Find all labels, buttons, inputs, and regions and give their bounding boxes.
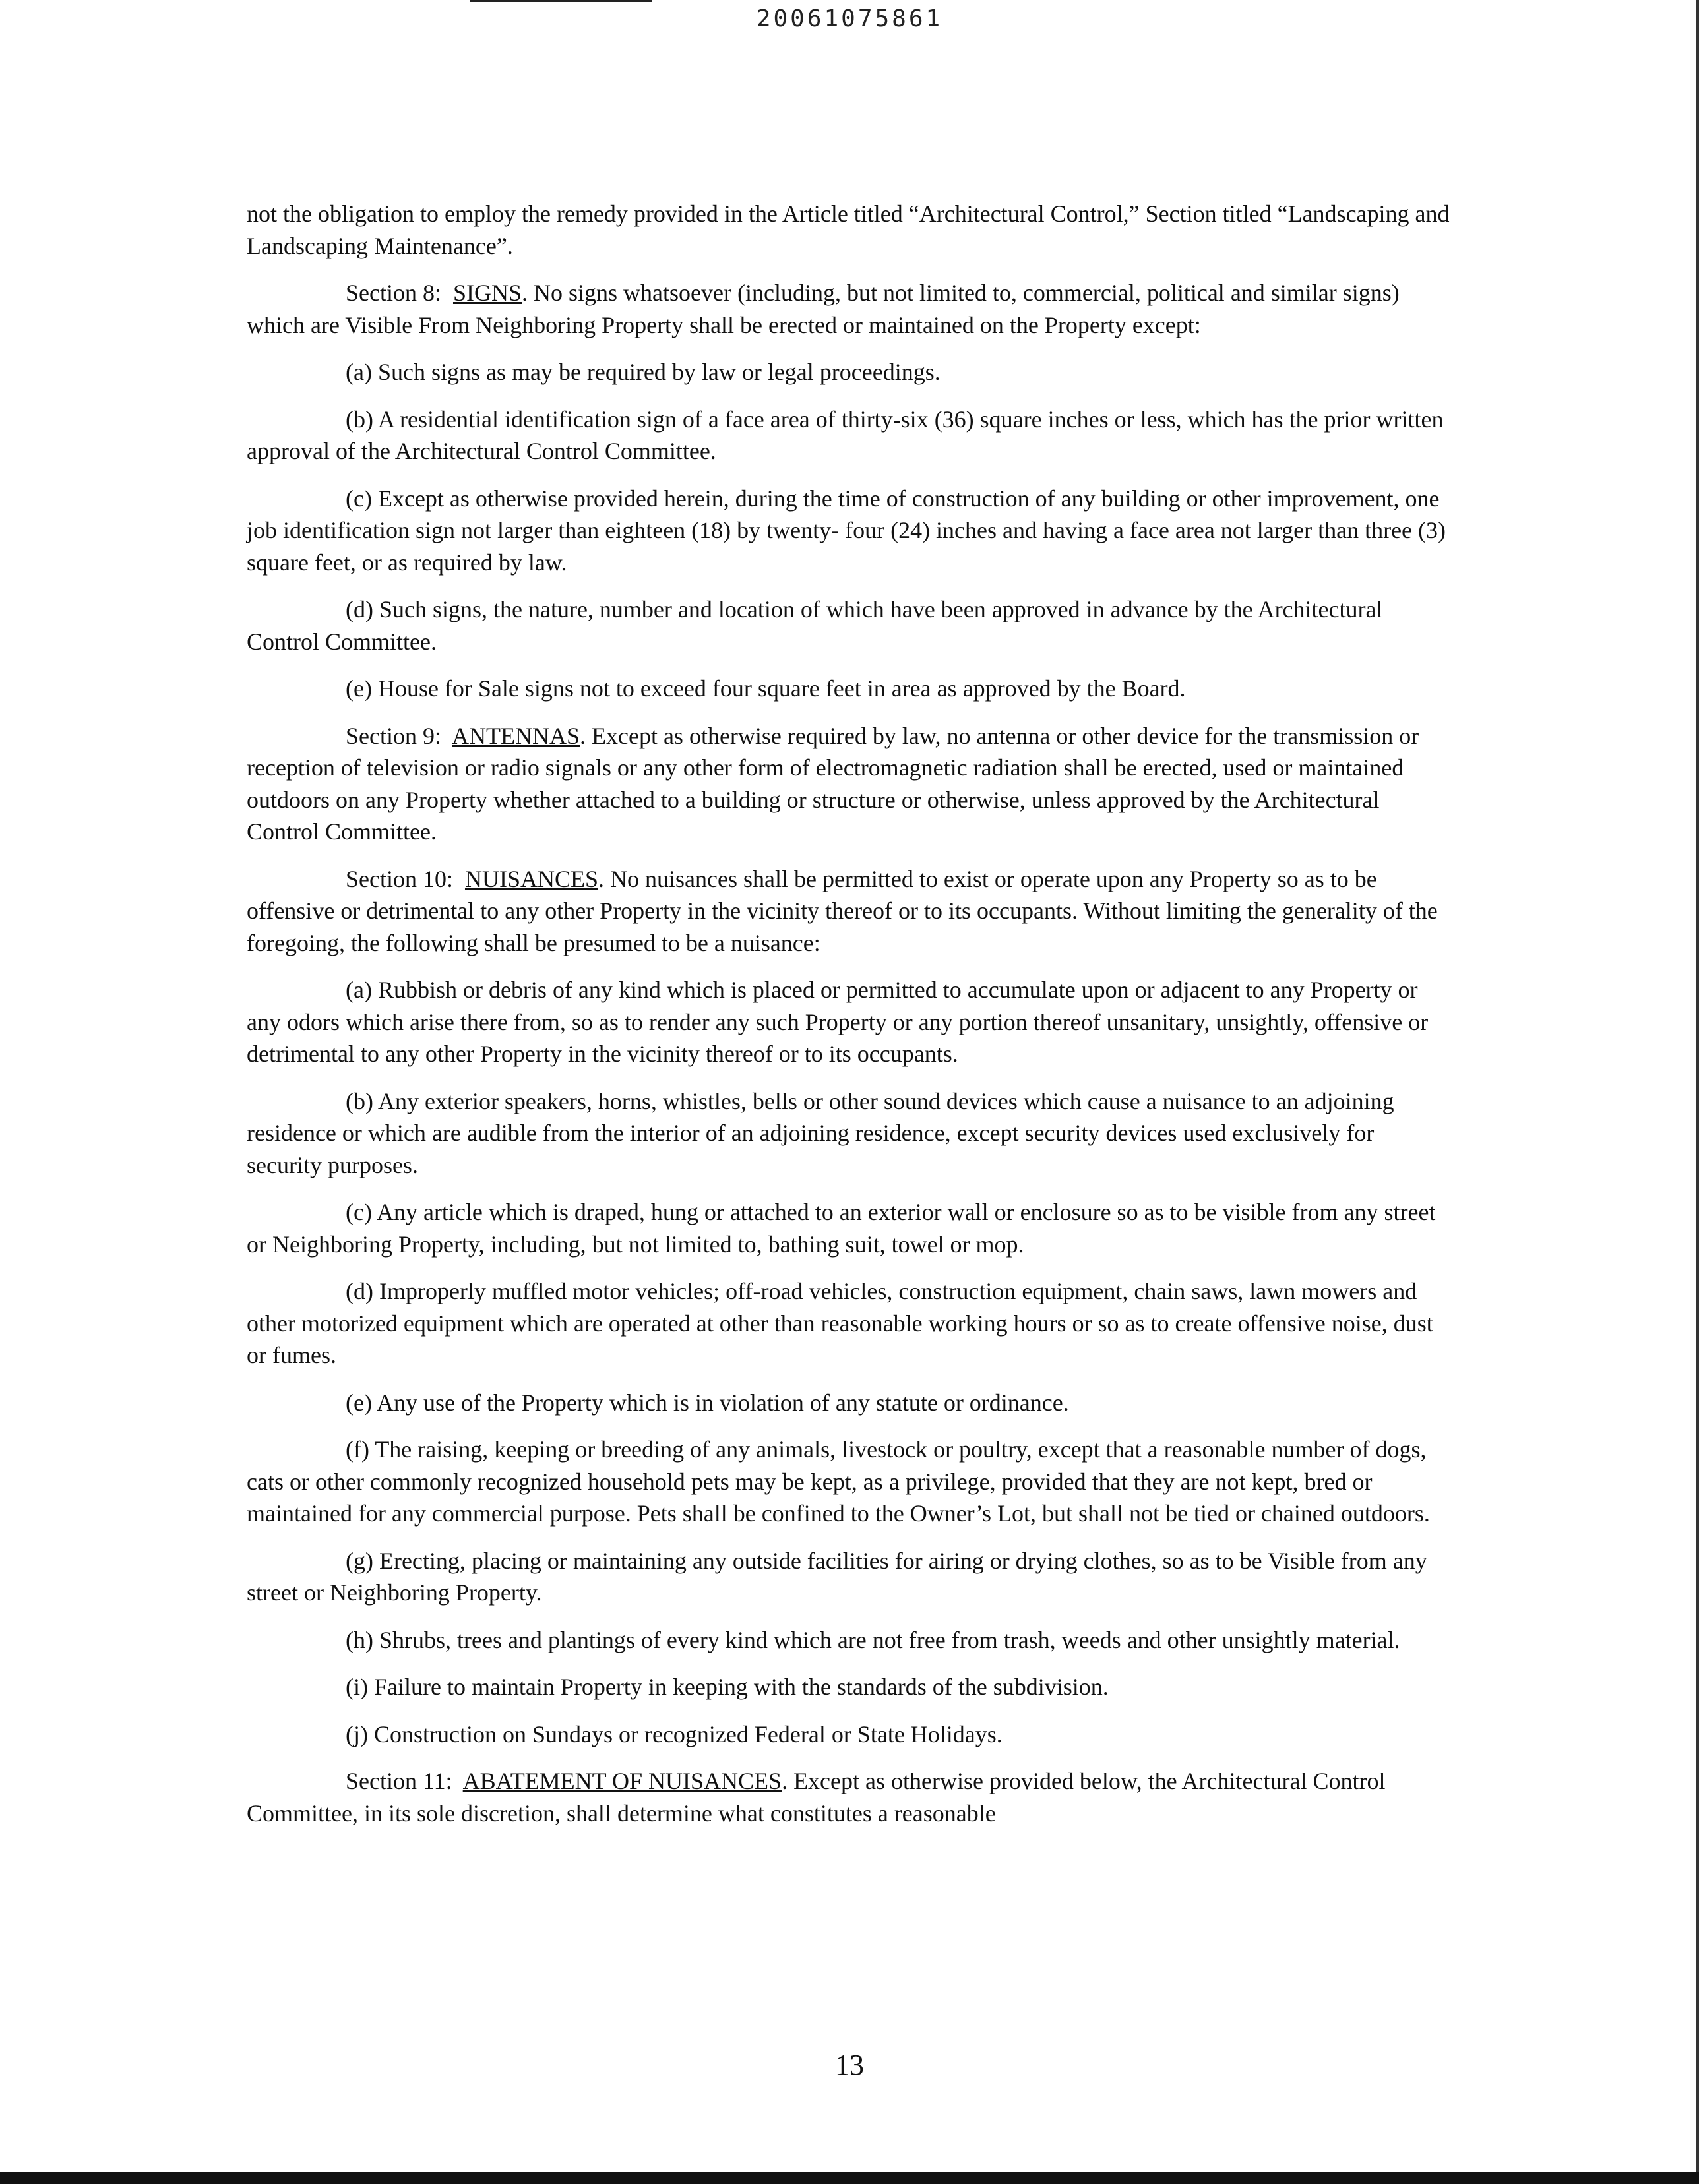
section-8-item-e: (e) House for Sale signs not to exceed four square feet in area as approved by the Board. — [346, 675, 1186, 702]
section-8-item-a: (a) Such signs as may be required by law or legal proceedings. — [346, 359, 941, 385]
section-8-text: . No signs whatsoever (including, but not limited to, commercial, political and similar signs) which are Visible From Neighboring Property shall be erected or maintained on the Property except: — [247, 280, 1400, 338]
section-10-heading: NUISANCES — [464, 865, 599, 892]
page-number: 13 — [835, 2049, 864, 2081]
section-11-heading: ABATEMENT OF NUISANCES — [462, 1768, 782, 1794]
section-8-paragraph — [247, 277, 1454, 341]
section-10-text: . No nuisances shall be permitted to exist or operate upon any Property so as to be offensive or detrimental to any other Property in the vicinity thereof or to its occupants. Without limiting the generality of the foregoing, the following shall be presumed to be a nuisance: — [247, 865, 1438, 956]
intro-paragraph: not the obligation to employ the remedy provided in the Article titled “Architectural Control,” Section titled “Landscaping and Landscaping Maintenance”. — [247, 200, 1450, 259]
section-10-item-j: (j) Construction on Sundays or recognized Federal or State Holidays. — [346, 1720, 1003, 1747]
section-9-text: . Except as otherwise required by law, no antenna or other device for the transmission or reception of television or radio signals or any other form of electromagnetic radiation shall be erected, used or maintained outdoors on any Property whether attached to a building or structure or otherwise, unless approved by the Architectural Control Committee. — [247, 722, 1419, 845]
section-8-item-b: (b) A residential identification sign of a face area of thirty-six (36) square inches or less, which has the prior written approval of the Architectural Control Committee. — [247, 406, 1444, 464]
section-10-item-a: (a) Rubbish or debris of any kind which is placed or permitted to accumulate upon or adjacent to any Property or any odors which arise there from, so as to render any such Property or any portion thereof unsanitary, unsightly, offensive or detrimental to any other Property in the vicinity thereof or to its occupants. — [247, 977, 1429, 1067]
section-10-item-h: (h) Shrubs, trees and plantings of every kind which are not free from trash, weeds and other unsightly material. — [346, 1626, 1400, 1653]
section-8-item-c: (c) Except as otherwise provided herein, during the time of construction of any building or other improvement, one job identification sign not larger than eighteen (18) by twenty- four (24) inches and having a face area not larger than three (3) square feet, or as required by law. — [247, 485, 1446, 576]
recording-number: 20061075861 — [756, 5, 943, 32]
section-9-heading: ANTENNAS — [452, 722, 580, 749]
section-10-item-g: (g) Erecting, placing or maintaining any outside facilities for airing or drying clothes, so as to be Visible from any street or Neighboring Property. — [247, 1547, 1427, 1606]
section-11-number: Section 11: — [346, 1768, 452, 1794]
section-10-item-d: (d) Improperly muffled motor vehicles; off-road vehicles, construction equipment, chain saws, lawn mowers and other motorized equipment which are operated at other than reasonable working hours or so as to create offensive noise, dust or fumes. — [247, 1278, 1433, 1368]
section-10-item-e: (e) Any use of the Property which is in violation of any statute or ordinance. — [346, 1389, 1069, 1416]
section-9-number: Section 9: — [346, 722, 441, 749]
scan-edge-bottom — [0, 2172, 1699, 2184]
section-8-item-d: (d) Such signs, the nature, number and location of which have been approved in advance by the Architectural Control Committee. — [247, 596, 1383, 655]
section-10-item-c: (c) Any article which is draped, hung or attached to an exterior wall or enclosure so as to be visible from any street or Neighboring Property, including, but not limited to, bathing suit, towel or mop. — [247, 1199, 1436, 1258]
top-rule — [470, 0, 652, 2]
section-11-text: . Except as otherwise provided below, the Architectural Control Committee, in its sole discretion, shall determine what constitutes a reasonable — [247, 1768, 1386, 1827]
section-11-paragraph — [247, 1765, 1454, 1829]
section-9-paragraph — [247, 720, 1454, 848]
section-10-number: Section 10: — [346, 865, 453, 892]
section-8-number: Section 8: — [346, 280, 441, 306]
document-body — [247, 198, 1454, 1844]
section-10-paragraph — [247, 863, 1454, 959]
section-10-item-b: (b) Any exterior speakers, horns, whistles, bells or other sound devices which cause a nuisance to an adjoining residence or which are audible from the interior of an adjoining residence, except security devices used exclusively for security purposes. — [247, 1087, 1394, 1178]
section-8-heading: SIGNS — [452, 280, 522, 306]
section-10-item-f: (f) The raising, keeping or breeding of any animals, livestock or poultry, except that a reasonable number of dogs, cats or other commonly recognized household pets may be kept, as a privilege, provided that they are not kept, bred or maintained for any commercial purpose. Pets shall be confined to the Owner’s Lot, but shall not be tied or chained outdoors. — [247, 1436, 1430, 1527]
section-10-item-i: (i) Failure to maintain Property in keeping with the standards of the subdivision. — [346, 1674, 1109, 1700]
scan-edge-right — [1696, 0, 1699, 2184]
